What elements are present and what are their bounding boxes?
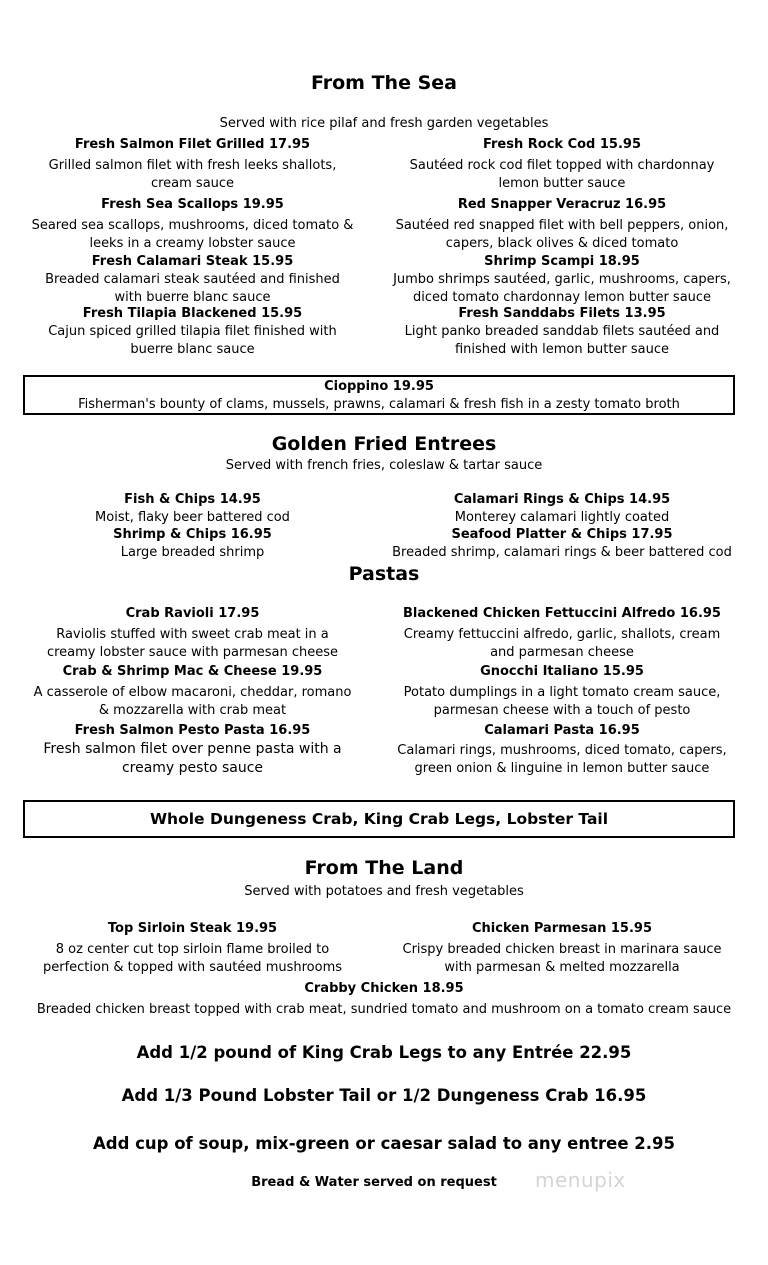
item-description: Creamy fettuccini alfredo, garlic, shallots, cream and parmesan cheese (403, 627, 721, 660)
section-subtitle-sea: Served with rice pilaf and fresh garden vegetables (219, 116, 549, 131)
item-name: Fresh Rock Cod 15.95 (482, 137, 642, 152)
menu-item (392, 253, 732, 307)
menu-item (20, 980, 748, 1019)
item-name: Fresh Sea Scallops 19.95 (101, 197, 284, 212)
menu-item (30, 196, 355, 253)
item-description: Potato dumplings in a light tomato cream sauce, parmesan cheese with a touch of pesto (403, 685, 721, 718)
menu-item (392, 663, 732, 720)
item-name: Fresh Salmon Pesto Pasta 16.95 (74, 723, 311, 738)
item-name: Cioppino 19.95 (324, 379, 434, 394)
menu-item (30, 526, 355, 562)
item-name: Seafood Platter & Chips 17.95 (451, 527, 673, 542)
item-description: A casserole of elbow macaroni, cheddar, romano & mozzarella with crab meat (33, 685, 352, 718)
item-name: Fresh Salmon Filet Grilled 17.95 (74, 137, 311, 152)
menu-item (392, 526, 732, 562)
item-description: Sautéed red snapped filet with bell peppers, onion, capers, black olives & diced tomato (395, 218, 729, 251)
item-description: Grilled salmon filet with fresh leeks shallots, cream sauce (48, 158, 337, 191)
item-description: Raviolis stuffed with sweet crab meat in a creamy lobster sauce with parmesan cheese (46, 627, 339, 660)
item-description: 8 oz center cut top sirloin flame broiled to perfection & topped with sautéed mushrooms (42, 942, 343, 975)
menu-item (392, 920, 732, 977)
item-description: Breaded shrimp, calamari rings & beer battered cod (392, 545, 732, 560)
item-name: Fresh Tilapia Blackened 15.95 (82, 306, 303, 321)
item-description: Monterey calamari lightly coated (454, 510, 670, 525)
item-name: Crab & Shrimp Mac & Cheese 19.95 (62, 664, 323, 679)
item-name: Fresh Sanddabs Filets 13.95 (458, 306, 666, 321)
item-description: Breaded chicken breast topped with crab meat, sundried tomato and mushroom on a tomato cream sauce (36, 1002, 732, 1017)
crab-box (23, 800, 735, 838)
menu-item (30, 920, 355, 977)
item-description: Calamari rings, mushrooms, diced tomato, capers, green onion & linguine in lemon butter sauce (397, 743, 727, 776)
menu-item (392, 196, 732, 253)
menu-item (392, 305, 732, 359)
item-name: Fish & Chips 14.95 (124, 492, 261, 507)
section-subtitle-land: Served with potatoes and fresh vegetables (244, 884, 524, 899)
addon-king-crab: Add 1/2 pound of King Crab Legs to any Entrée 22.95 (136, 1043, 632, 1062)
item-name: Shrimp & Chips 16.95 (113, 527, 272, 542)
section-title-land: From The Land (304, 857, 464, 879)
addon-lobster-tail: Add 1/3 Pound Lobster Tail or 1/2 Dungeness Crab 16.95 (121, 1086, 647, 1105)
item-name: Calamari Pasta 16.95 (484, 723, 640, 738)
menu-item (392, 136, 732, 193)
item-name: Blackened Chicken Fettuccini Alfredo 16.95 (403, 606, 721, 621)
item-description: Large breaded shrimp (120, 545, 265, 560)
menu-item (30, 663, 355, 720)
item-name: Gnocchi Italiano 15.95 (480, 664, 644, 679)
item-description: Moist, flaky beer battered cod (95, 510, 290, 525)
item-description: Jumbo shrimps sautéed, garlic, mushrooms, capers, diced tomato chardonnay lemon butter sauce (393, 272, 731, 305)
addon-soup-salad: Add cup of soup, mix-green or caesar salad to any entree 2.95 (93, 1134, 675, 1153)
item-name: Red Snapper Veracruz 16.95 (457, 197, 667, 212)
menu-item (30, 605, 355, 662)
watermark-logo: menupix (535, 1168, 626, 1192)
item-description: Seared sea scallops, mushrooms, diced tomato & leeks in a creamy lobster sauce (31, 218, 354, 251)
item-name: Shrimp Scampi 18.95 (484, 254, 640, 269)
section-subtitle-fried: Served with french fries, coleslaw & tartar sauce (225, 458, 543, 473)
footer-note: Bread & Water served on request (251, 1175, 497, 1190)
crab-box-text: Whole Dungeness Crab, King Crab Legs, Lobster Tail (149, 810, 609, 828)
cioppino-box (23, 375, 735, 415)
item-description: Breaded calamari steak sautéed and finished with buerre blanc sauce (45, 272, 340, 305)
item-description: Light panko breaded sanddab filets sautéed and finished with lemon butter sauce (404, 324, 720, 357)
item-name: Calamari Rings & Chips 14.95 (453, 492, 671, 507)
item-name: Chicken Parmesan 15.95 (472, 921, 652, 936)
menu-item (30, 136, 355, 193)
section-title-pastas: Pastas (348, 563, 420, 585)
item-name: Crabby Chicken 18.95 (304, 981, 464, 996)
item-description: Crispy breaded chicken breast in marinara sauce with parmesan & melted mozzarella (402, 942, 722, 975)
item-description: Cajun spiced grilled tilapia filet finished with buerre blanc sauce (48, 324, 337, 357)
item-description: Fresh salmon filet over penne pasta with a creamy pesto sauce (43, 741, 342, 776)
menu-item (392, 605, 732, 662)
section-title-fried: Golden Fried Entrees (271, 433, 497, 455)
menu-item (392, 722, 732, 778)
section-title-sea: From The Sea (311, 72, 457, 94)
menu-item (392, 491, 732, 527)
item-name: Crab Ravioli 17.95 (125, 606, 260, 621)
item-description: Fisherman's bounty of clams, mussels, prawns, calamari & fresh fish in a zesty tomato broth (78, 397, 680, 412)
menu-item (30, 305, 355, 359)
menu-item (30, 491, 355, 527)
item-description: Sautéed rock cod filet topped with chardonnay lemon butter sauce (409, 158, 715, 191)
menu-item (30, 253, 355, 307)
item-name: Top Sirloin Steak 19.95 (107, 921, 278, 936)
item-name: Fresh Calamari Steak 15.95 (91, 254, 294, 269)
menu-item (30, 722, 355, 778)
